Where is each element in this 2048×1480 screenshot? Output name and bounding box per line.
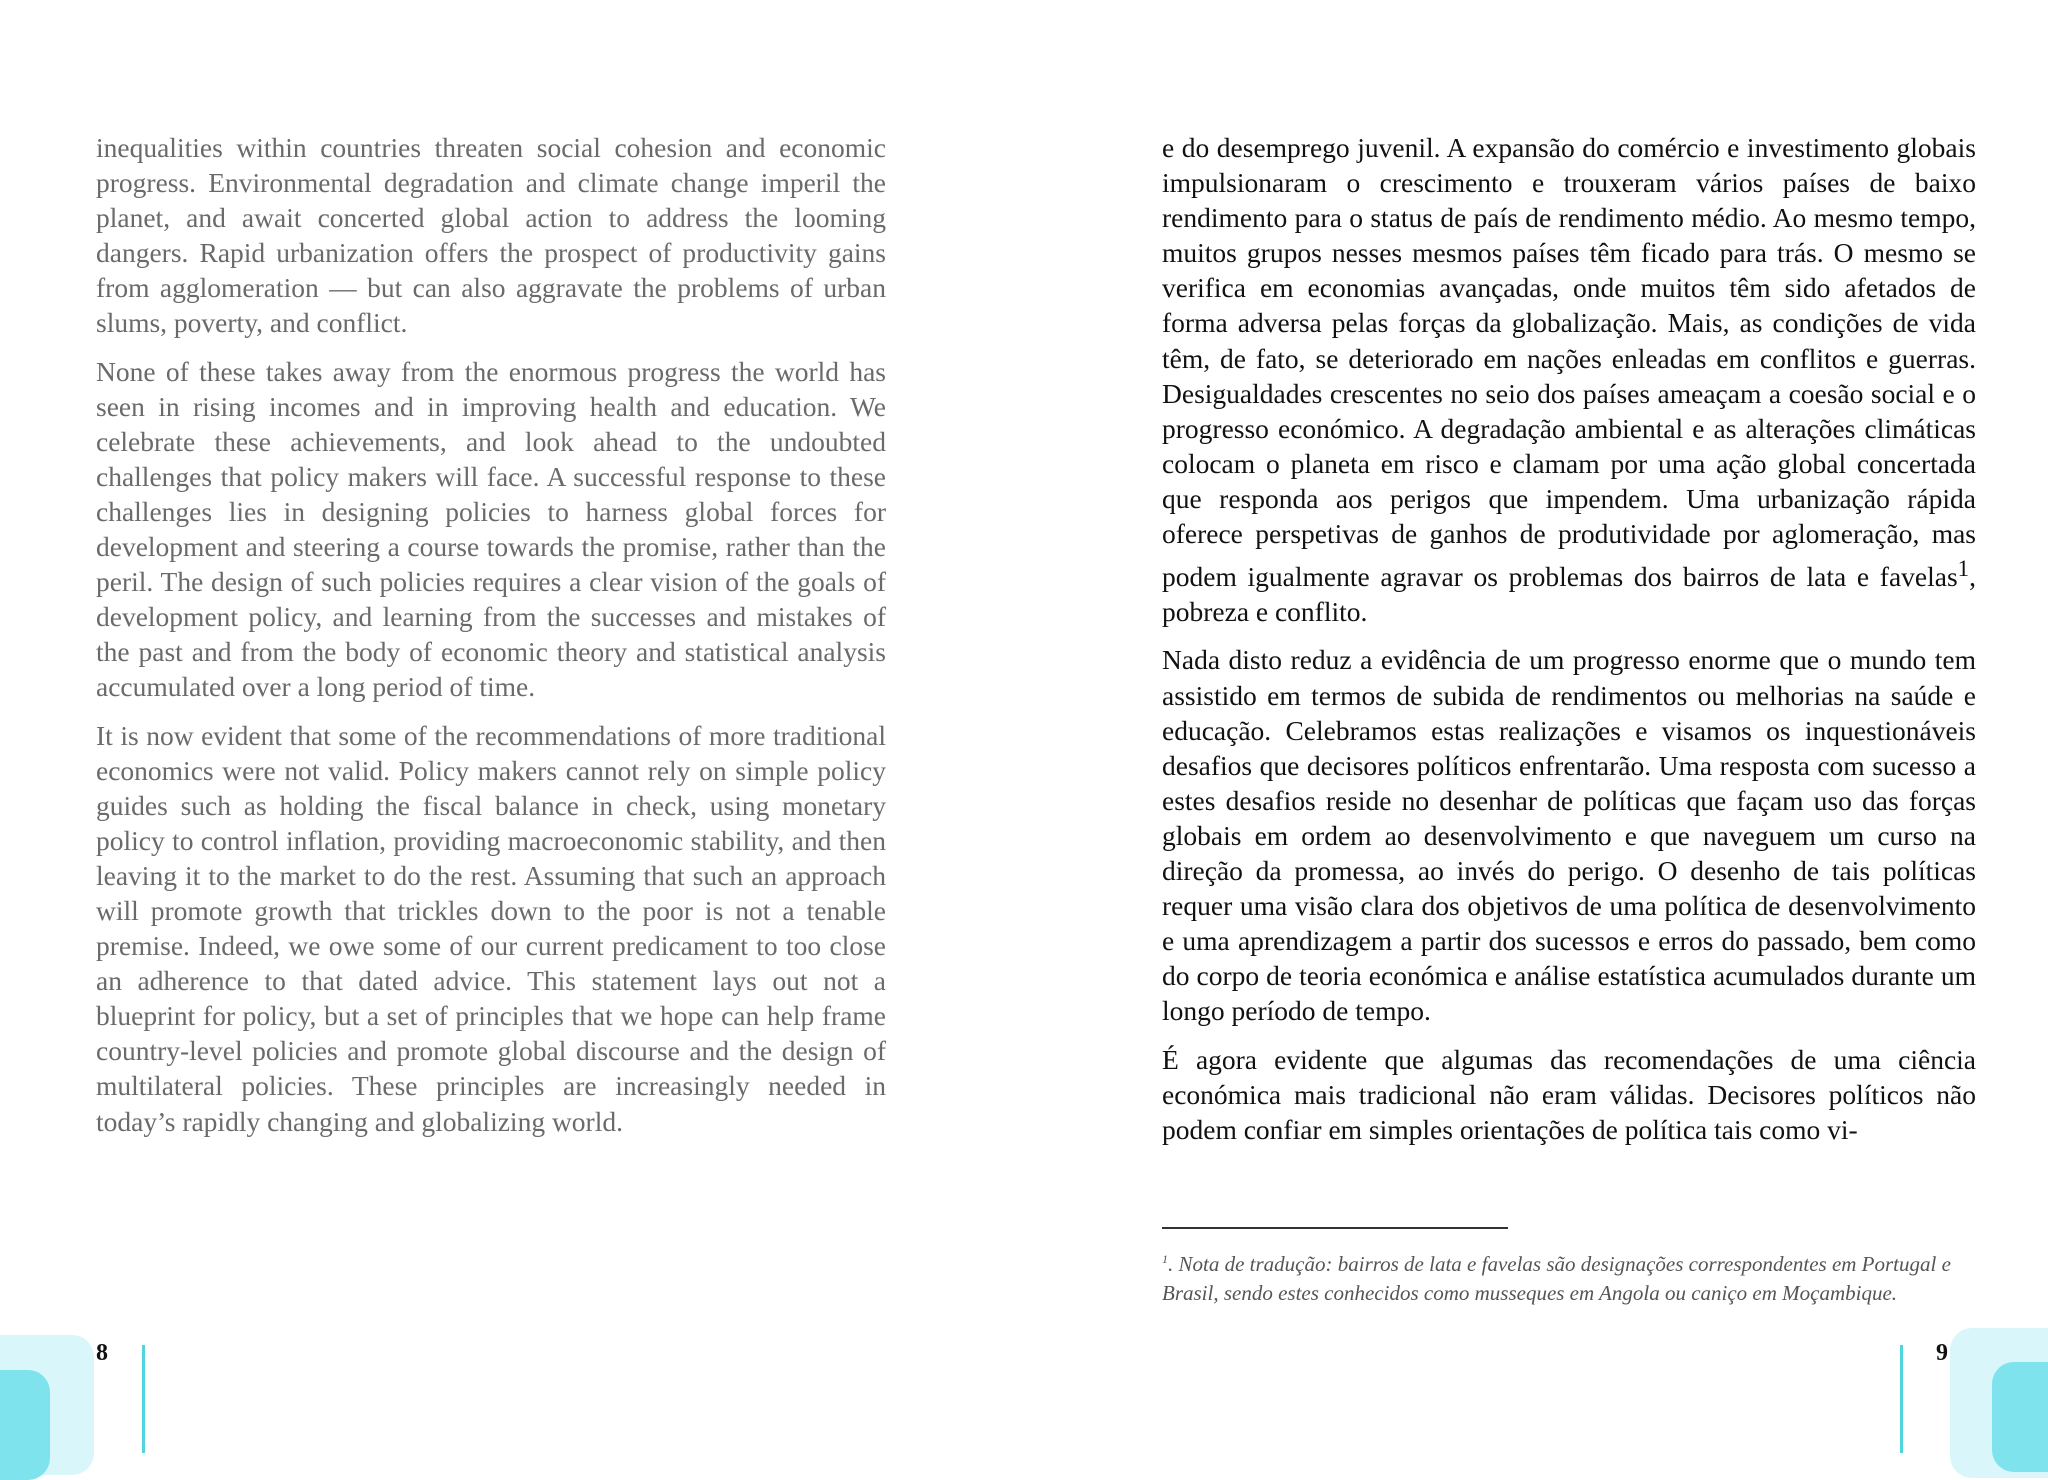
portuguese-text-column — [1162, 130, 1976, 1160]
footnote-reference[interactable]: 1 — [1957, 556, 1970, 582]
english-text-column — [96, 130, 886, 1152]
footnote-text: . Nota de tradução: bairros de lata e favelas são designações correspondentes em Portugal e Brasil, sendo estes conhecidos como musseques em Angola ou caniço em Moçambique. — [1162, 1252, 1951, 1305]
page-number: 8 — [96, 1340, 108, 1366]
paragraph: Nada disto reduz a evidência de um progresso enorme que o mundo tem assistido em termos de subida de rendimentos ou melhorias na saúde e educação. Celebramos estas realizações e visamos os inquestionáveis desafios que decisores políticos enfrentarão. Uma resposta com sucesso a estes desafios reside no desenhar de políticas que façam uso das forças globais em ordem ao desenvolvimento e que naveguem um curso na direção da promessa, ao invés do perigo. O desenho de tais políticas requer uma visão clara dos objetivos de uma política de desenvolvimento e uma aprendizagem a partir dos sucessos e erros do passado, bem como do corpo de teoria económica e análise estatística acumulados durante um longo período de tempo. — [1162, 644, 1976, 1027]
footnote-divider — [1162, 1227, 1508, 1229]
paragraph-text: , pobreza e conflito. — [1162, 561, 1976, 628]
paragraph: É agora evidente que algumas das recomendações de uma ciência económica mais tradicional não eram válidas. Decisores políticos não podem confiar em simples orientações de política tais como vi- — [1162, 1043, 1976, 1145]
paragraph: None of these takes away from the enormous progress the world has seen in rising incomes and in improving health and education. We celebrate these achievements, and look ahead to the undoubted challenges that policy makers will face. A successful response to these challenges lies in designing policies to harness global forces for development and steering a course towards the promise, rather than the peril. The design of such policies requires a clear vision of the goals of development policy, and learning from the successes and mistakes of the past and from the body of economic theory and statistical analysis accumulated over a long period of time. — [96, 355, 886, 703]
paragraph: inequalities within countries threaten social cohesion and economic progress. Environmental degradation and climate change imperil the planet, and await concerted global action to address the looming dangers. Rapid urbanization offers the prospect of productivity gains from agglomeration — but can also aggravate the problems of urban slums, poverty, and conflict. — [96, 132, 886, 339]
paragraph: It is now evident that some of the recommendations of more traditional economics were not valid. Policy makers cannot rely on simple policy guides such as holding the fiscal balance in check, using monetary policy to control inflation, providing macroeconomic stability, and then leaving it to the market to do the rest. Assuming that such an approach will promote growth that trickles down to the poor is not a tenable premise. Indeed, we owe some of our current predicament to too close an adherence to that dated advice. This statement lays out not a blueprint for policy, but a set of principles that we hope can help frame country-level policies and promote global discourse and the design of multilateral policies. These principles are increasingly needed in today’s rapidly changing and globalizing world. — [96, 719, 886, 1137]
accent-line — [1900, 1345, 1903, 1453]
corner-decoration — [1992, 1362, 2048, 1472]
corner-decoration — [0, 1370, 50, 1480]
paragraph — [1162, 130, 1976, 629]
footnote-mark: 1 — [1162, 1252, 1168, 1266]
left-page — [0, 0, 1024, 1453]
paragraph-text: e do desemprego juvenil. A expansão do comércio e investimento globais impulsionaram o crescimento e trouxeram vários países de baixo rendimento para o status de país de rendimento médio. Ao mesmo tempo, muitos grupos nesses mesmos países têm ficado para trás. O mesmo se verifica em economias avançadas, onde muitos têm sido afetados de forma adversa pelas forças da globalização. Mais, as condições de vida têm, de fato, se deteriorado em nações enleadas em conflitos e guerras. Desigualdades crescentes no seio dos países ameaçam a coesão social e o progresso económico. A degradação ambiental e as alterações climáticas colocam o planeta em risco e clamam por uma ação global concertada que responda aos perigos que impendem. Uma urbanização rápida oferece perspetivas de ganhos de produtividade por aglomeração, mas podem igualmente agravar os problemas dos bairros de lata e favelas — [1162, 132, 1976, 593]
accent-line — [142, 1345, 145, 1453]
right-page — [1024, 0, 2048, 1453]
page-number: 9 — [1936, 1340, 1948, 1366]
footnote — [1162, 1245, 1962, 1308]
